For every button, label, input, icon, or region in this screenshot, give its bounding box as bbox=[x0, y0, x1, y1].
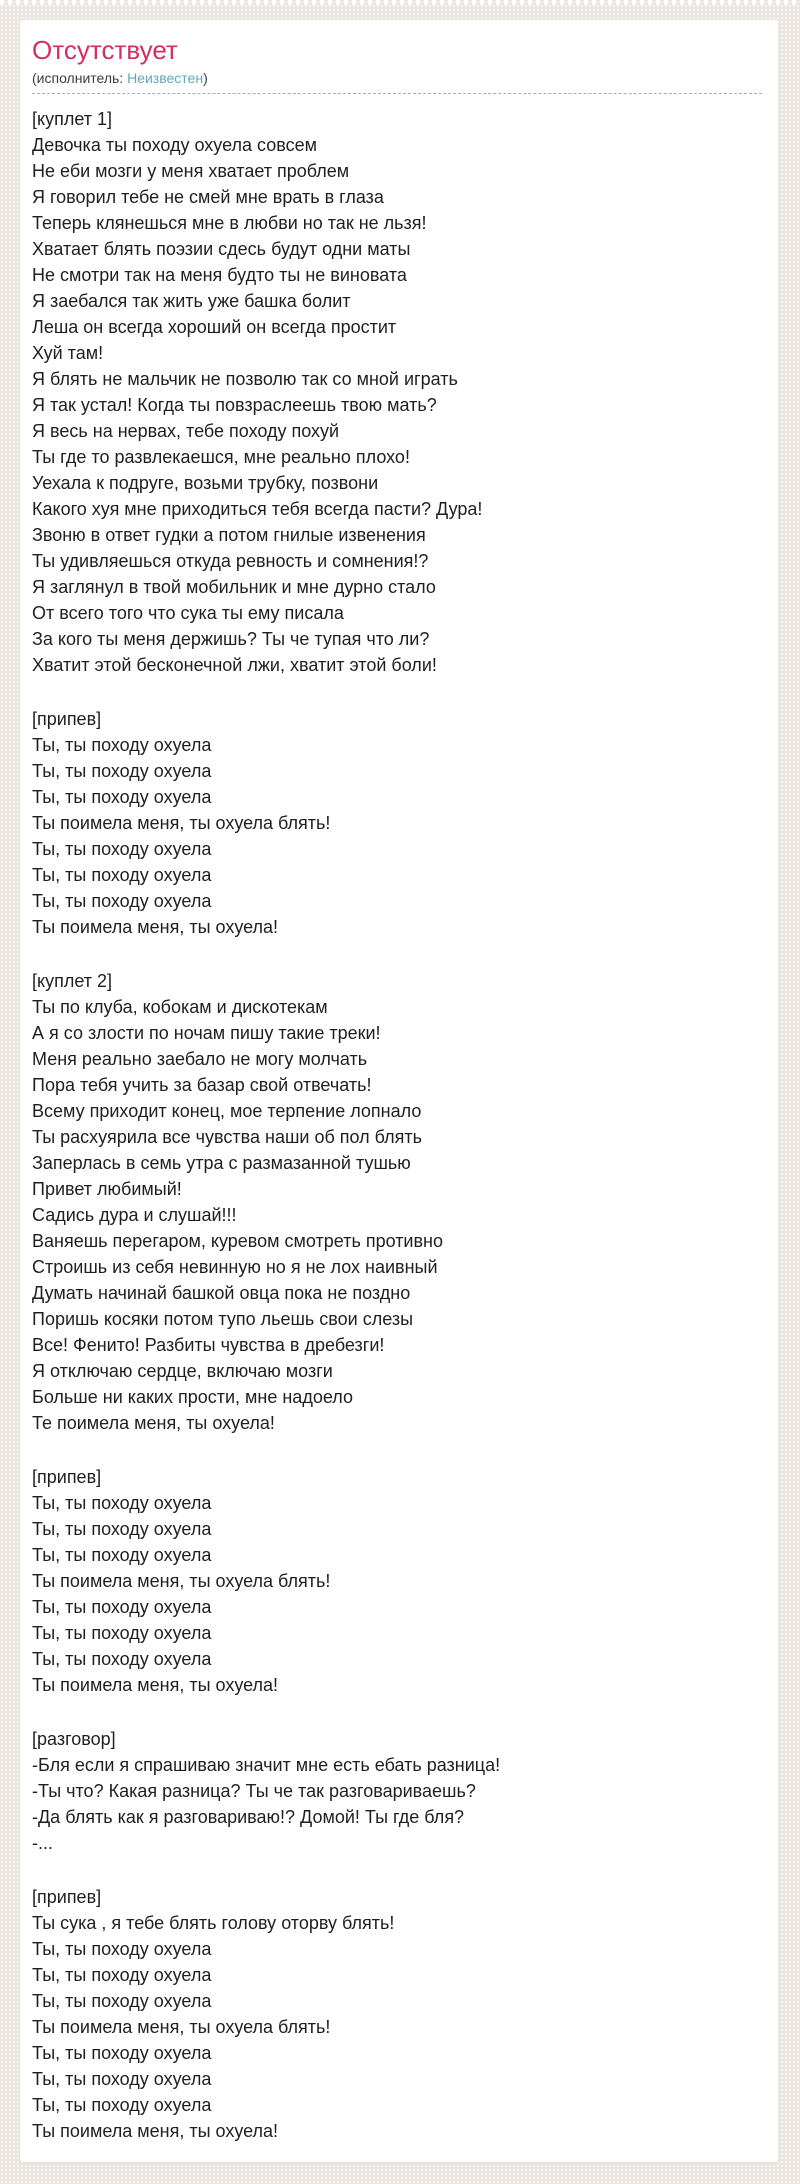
lyric-line: А я со злости по ночам пишу такие треки! bbox=[32, 1023, 381, 1043]
section-header: [разговор] bbox=[32, 1729, 116, 1749]
lyric-line: Ты поимела меня, ты охуела блять! bbox=[32, 813, 331, 833]
lyric-line: Ты, ты походу охуела bbox=[32, 1991, 212, 2011]
lyrics-section bbox=[32, 706, 762, 940]
lyric-line: Ты расхуярила все чувства наши об пол блять bbox=[32, 1127, 423, 1147]
lyric-line: Ты поимела меня, ты охуела блять! bbox=[32, 1571, 331, 1591]
song-title: Отсутствует bbox=[32, 35, 178, 65]
lyrics-section bbox=[32, 1726, 762, 1856]
lyric-line: Ты, ты походу охуела bbox=[32, 2069, 212, 2089]
lyric-line: Я заглянул в твой мобильник и мне дурно стало bbox=[32, 577, 436, 597]
lyric-line: Ты, ты походу охуела bbox=[32, 839, 212, 859]
lyrics-card bbox=[20, 20, 778, 2162]
lyric-line: Ты удивляешься откуда ревность и сомнения!? bbox=[32, 551, 429, 571]
lyrics-section bbox=[32, 106, 762, 678]
lyric-line: Ты, ты походу охуела bbox=[32, 761, 212, 781]
lyric-line: Все! Фенито! Разбиты чувства в дребезги! bbox=[32, 1335, 385, 1355]
lyric-line: Поришь косяки потом тупо льешь свои слезы bbox=[32, 1309, 414, 1329]
lyric-line: Заперлась в семь утра с размазанной тушью bbox=[32, 1153, 411, 1173]
lyrics bbox=[32, 106, 762, 2144]
lyric-line: -Да блять как я разговариваю!? Домой! Ты где бля? bbox=[32, 1807, 465, 1827]
lyric-line: Ты, ты походу охуела bbox=[32, 1649, 212, 1669]
lyric-line: Ты, ты походу охуела bbox=[32, 891, 212, 911]
lyric-line: Всему приходит конец, мое терпение лопнало bbox=[32, 1101, 422, 1121]
artist-suffix-label: ) bbox=[203, 70, 208, 86]
section-header: [припев] bbox=[32, 1467, 102, 1487]
lyric-line: -Бля если я спрашиваю значит мне есть ебать разница! bbox=[32, 1755, 501, 1775]
lyric-line: Ваняешь перегаром, куревом смотреть противно bbox=[32, 1231, 444, 1251]
lyric-line: Ты, ты походу охуела bbox=[32, 1939, 212, 1959]
section-header: [припев] bbox=[32, 709, 102, 729]
lyric-line: Хватает блять поэзии сдесь будут одни маты bbox=[32, 239, 411, 259]
lyric-line: Не еби мозги у меня хватает проблем bbox=[32, 161, 350, 181]
lyric-line: Ты, ты походу охуела bbox=[32, 1597, 212, 1617]
lyric-line: Ты, ты походу охуела bbox=[32, 1623, 212, 1643]
lyric-line: Строишь из себя невинную но я не лох наивный bbox=[32, 1257, 438, 1277]
lyric-line: Девочка ты походу охуела совсем bbox=[32, 135, 317, 155]
lyric-line: Ты где то развлекаешся, мне реально плохо! bbox=[32, 447, 410, 467]
lyric-line: Ты, ты походу охуела bbox=[32, 787, 212, 807]
lyric-line: Ты, ты походу охуела bbox=[32, 735, 212, 755]
lyric-line: Ты поимела меня, ты охуела! bbox=[32, 2121, 279, 2141]
lyric-line: -Ты что? Какая разница? Ты че так разговариваешь? bbox=[32, 1781, 476, 1801]
lyric-line: Больше ни каких прости, мне надоело bbox=[32, 1387, 353, 1407]
page-top-texture bbox=[0, 0, 800, 5]
lyric-line: Ты, ты походу охуела bbox=[32, 2095, 212, 2115]
lyric-line: Ты сука , я тебе блять голову оторву блять! bbox=[32, 1913, 395, 1933]
lyric-line: Звоню в ответ гудки а потом гнилые извенения bbox=[32, 525, 426, 545]
lyric-line: Я блять не мальчик не позволю так со мной играть bbox=[32, 369, 458, 389]
lyric-line: Пора тебя учить за базар свой отвечать! bbox=[32, 1075, 372, 1095]
lyric-line: Те поимела меня, ты охуела! bbox=[32, 1413, 275, 1433]
lyric-line: Ты поимела меня, ты охуела блять! bbox=[32, 2017, 331, 2037]
lyric-line: Хуй там! bbox=[32, 343, 104, 363]
lyrics-section bbox=[32, 968, 762, 1436]
lyric-line: Привет любимый! bbox=[32, 1179, 182, 1199]
lyric-line: Думать начинай башкой овца пока не поздно bbox=[32, 1283, 411, 1303]
lyric-line: Меня реально заебало не могу молчать bbox=[32, 1049, 368, 1069]
lyrics-section bbox=[32, 1464, 762, 1698]
lyric-line: За кого ты меня держишь? Ты че тупая что ли? bbox=[32, 629, 430, 649]
section-header: [куплет 1] bbox=[32, 109, 112, 129]
artist-prefix-label: (исполнитель: bbox=[32, 70, 128, 86]
lyric-line: Ты, ты походу охуела bbox=[32, 1493, 212, 1513]
section-header: [куплет 2] bbox=[32, 971, 112, 991]
lyric-line: Уехала к подруге, возьми трубку, позвони bbox=[32, 473, 379, 493]
lyric-line: Садись дура и слушай!!! bbox=[32, 1205, 237, 1225]
artist-line bbox=[32, 69, 762, 94]
lyric-line: Хватит этой бесконечной лжи, хватит этой боли! bbox=[32, 655, 437, 675]
artist-link[interactable]: Неизвестен bbox=[127, 70, 204, 86]
lyric-line: Ты, ты походу охуела bbox=[32, 1545, 212, 1565]
lyric-line: Ты, ты походу охуела bbox=[32, 2043, 212, 2063]
section-header: [припев] bbox=[32, 1887, 102, 1907]
lyric-line: Ты, ты походу охуела bbox=[32, 1965, 212, 1985]
lyrics-section bbox=[32, 1884, 762, 2144]
lyric-line: Я так устал! Когда ты повзраслеешь твою мать? bbox=[32, 395, 437, 415]
lyric-line: Не смотри так на меня будто ты не виновата bbox=[32, 265, 407, 285]
lyric-line: Теперь клянешься мне в любви но так не льзя! bbox=[32, 213, 427, 233]
lyric-line: Я отключаю сердце, включаю мозги bbox=[32, 1361, 333, 1381]
lyric-line: Ты, ты походу охуела bbox=[32, 865, 212, 885]
lyric-line: Ты, ты походу охуела bbox=[32, 1519, 212, 1539]
lyric-line: Ты по клуба, кобокам и дискотекам bbox=[32, 997, 328, 1017]
lyric-line: Ты поимела меня, ты охуела! bbox=[32, 1675, 279, 1695]
lyric-line: Я весь на нервах, тебе походу похуй bbox=[32, 421, 340, 441]
lyric-line: Ты поимела меня, ты охуела! bbox=[32, 917, 279, 937]
lyric-line: Я заебался так жить уже башка болит bbox=[32, 291, 351, 311]
lyric-line: Какого хуя мне приходиться тебя всегда пасти? Дура! bbox=[32, 499, 483, 519]
lyric-line: Леша он всегда хороший он всегда простит bbox=[32, 317, 397, 337]
lyric-line: Я говорил тебе не смей мне врать в глаза bbox=[32, 187, 384, 207]
lyric-line: От всего того что сука ты ему писала bbox=[32, 603, 344, 623]
lyric-line: -... bbox=[32, 1833, 53, 1853]
